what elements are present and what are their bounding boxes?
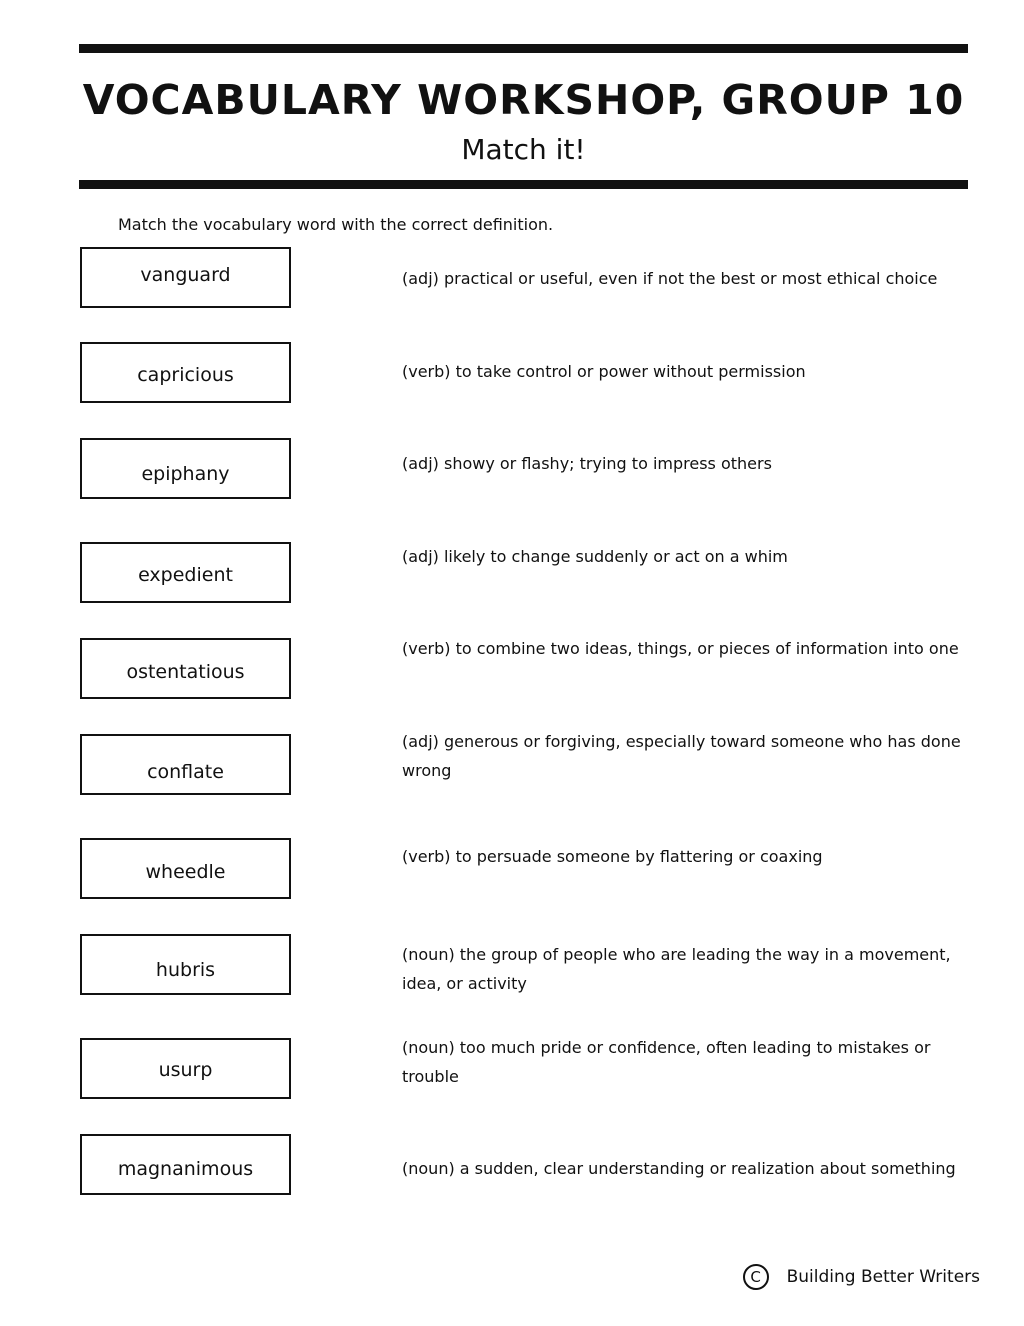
word-box-expedient[interactable] [80, 542, 291, 603]
word-box-ostentatious[interactable] [80, 638, 291, 699]
definition-10: (noun) a sudden, clear understanding or realization about something [402, 1159, 956, 1178]
footer-credit [743, 1264, 980, 1290]
word-label: conflate [147, 760, 224, 783]
word-box-capricious[interactable] [80, 342, 291, 403]
copyright-icon: C [743, 1264, 769, 1290]
definition-9: (noun) too much pride or confidence, often leading to mistakes or trouble [402, 1038, 931, 1086]
word-box-epiphany[interactable] [80, 438, 291, 499]
word-label: wheedle [145, 860, 226, 883]
definition-7: (verb) to persuade someone by flattering or coaxing [402, 847, 823, 866]
bottom-divider [79, 180, 968, 189]
word-label: epiphany [141, 462, 230, 485]
word-box-hubris[interactable] [80, 934, 291, 995]
word-label: usurp [158, 1058, 213, 1081]
word-label: magnanimous [117, 1157, 254, 1180]
word-label: hubris [155, 958, 216, 981]
word-label: expedient [138, 563, 233, 586]
definition-8: (noun) the group of people who are leading the way in a movement, idea, or activity [402, 945, 951, 993]
word-label: capricious [137, 363, 234, 386]
definition-2: (verb) to take control or power without permission [402, 362, 806, 381]
instructions: Match the vocabulary word with the correct definition. [118, 215, 554, 234]
top-divider [79, 44, 968, 53]
word-box-vanguard[interactable] [80, 247, 291, 308]
definition-5: (verb) to combine two ideas, things, or pieces of information into one [402, 639, 959, 658]
word-box-conflate[interactable] [80, 734, 291, 795]
word-box-usurp[interactable] [80, 1038, 291, 1099]
word-box-wheedle[interactable] [80, 838, 291, 899]
page-title: VOCABULARY WORKSHOP, GROUP 10 [82, 76, 965, 124]
word-label: ostentatious [126, 660, 245, 683]
word-label: vanguard [140, 263, 231, 286]
page-subtitle: Match it! [461, 133, 586, 166]
definition-3: (adj) showy or flashy; trying to impress others [402, 454, 772, 473]
definition-6: (adj) generous or forgiving, especially toward someone who has done wrong [402, 732, 961, 780]
definition-1: (adj) practical or useful, even if not the best or most ethical choice [402, 269, 938, 288]
definition-4: (adj) likely to change suddenly or act on a whim [402, 547, 788, 566]
credit-text: Building Better Writers [786, 1267, 980, 1287]
word-box-magnanimous[interactable] [80, 1134, 291, 1195]
